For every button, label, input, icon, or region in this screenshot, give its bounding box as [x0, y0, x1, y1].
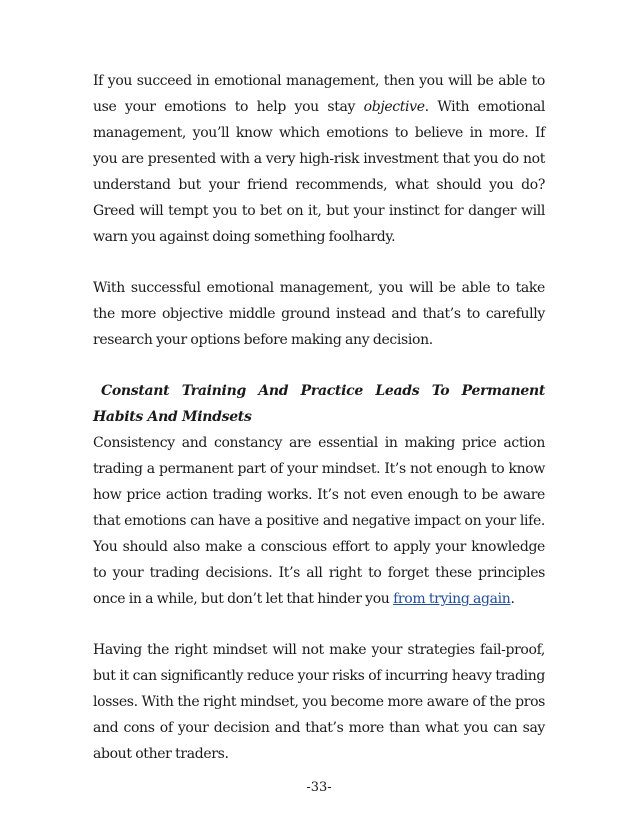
paragraph-text: Consistency and constancy are essential in making price action trading a permanent part of your mindset. It’s not enough to know how price action trading works. It’s not even enough to be aware that emotions can have a positive and negative impact on your life. You should also make a conscious effort to apply your knowledge to your trading decisions. It’s all right to forget these principles once in a while, but don’t let that hinder you	[93, 435, 545, 607]
paragraph-spacer	[93, 353, 545, 378]
page-content	[93, 68, 545, 767]
paragraph-spacer	[93, 250, 545, 275]
paragraph-consistency	[93, 430, 545, 612]
paragraph-emotional-management	[93, 68, 545, 250]
emphasis-objective: objective	[363, 99, 425, 115]
paragraph-text: . With emotional management, you’ll know which emotions to believe in more. If you are presented with a very high-risk investment that you do not understand but your friend recommends, what should you do? Greed will tempt you to bet on it, but your instinct for danger will warn you against doing something foolhardy.	[93, 99, 545, 245]
page-number: -33-	[306, 780, 332, 795]
trying-again-link[interactable]: from trying again	[393, 591, 511, 607]
section-heading	[93, 378, 545, 430]
paragraph-spacer	[93, 612, 545, 637]
paragraph-right-mindset: Having the right mindset will not make your strategies fail-proof, but it can significantly reduce your risks of incurring heavy trading losses. With the right mindset, you become more aware of the pros and cons of your decision and that’s more than what you can say about other traders.	[93, 642, 545, 762]
paragraph-text: .	[510, 591, 515, 607]
paragraph-text: If you succeed in emotional management, then you will be able to use your emotions to help you stay	[93, 73, 545, 115]
paragraph-middle-ground: With successful emotional management, you will be able to take the more objective middle ground instead and that’s to carefully research your options before making any decision.	[93, 280, 545, 348]
section-heading-text: Constant Training And Practice Leads To Permanent Habits And Mindsets	[93, 383, 545, 425]
